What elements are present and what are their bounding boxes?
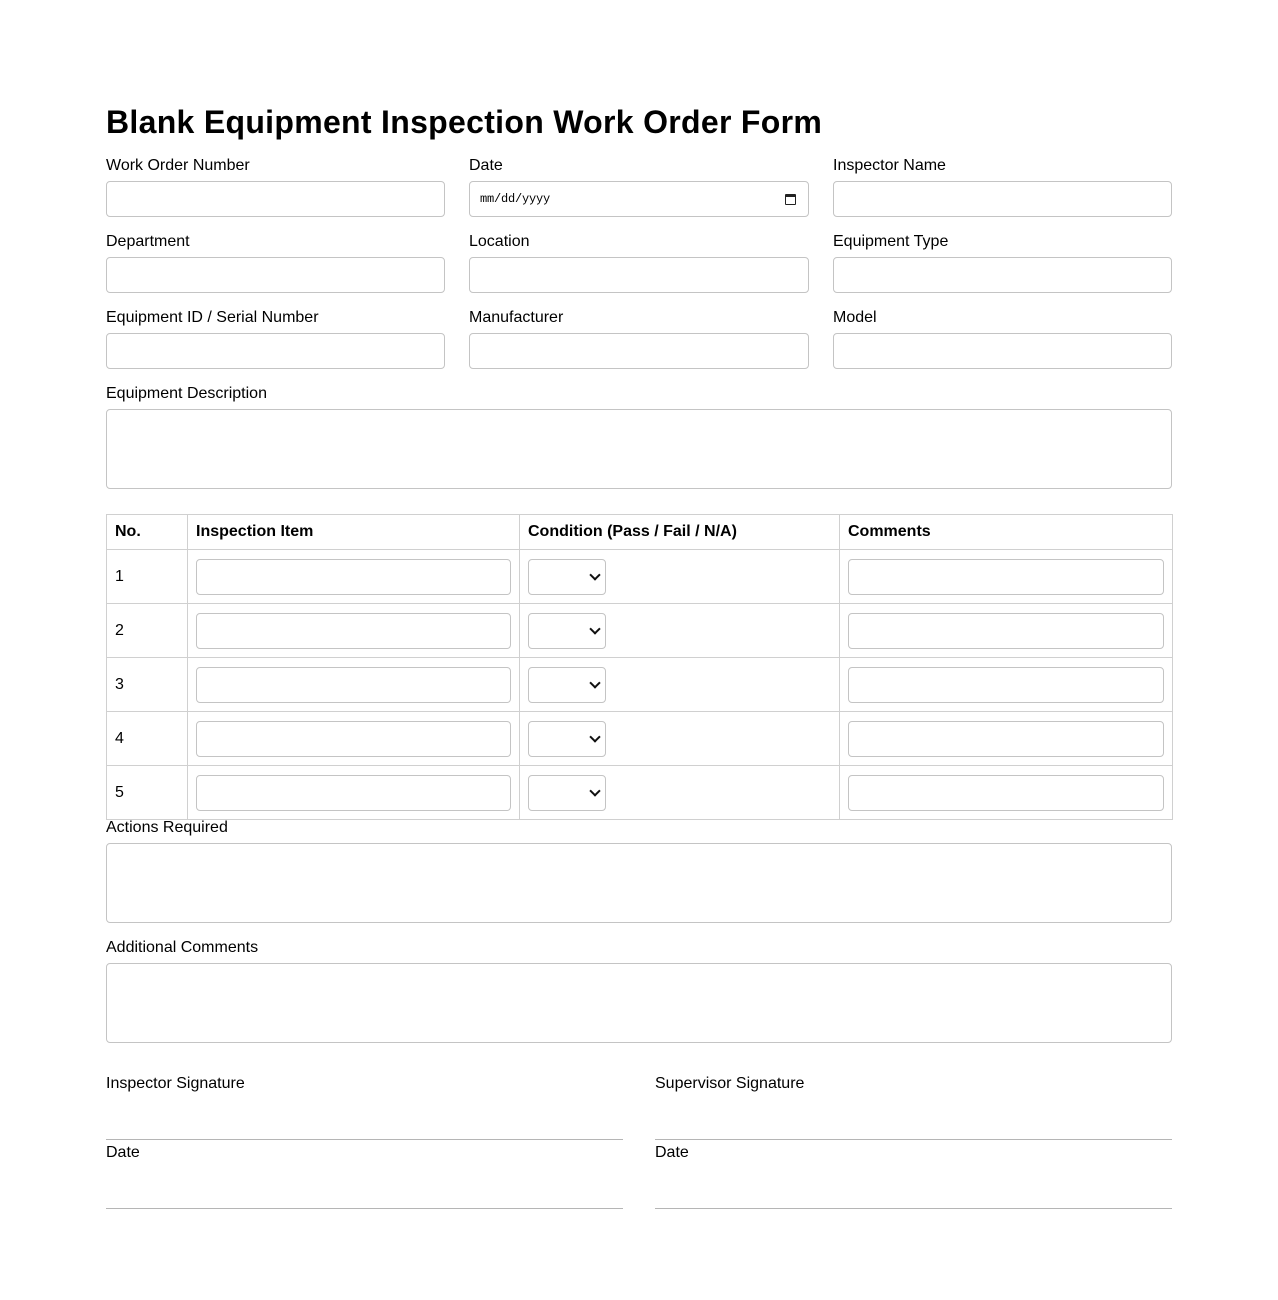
inspection-item-input[interactable] — [196, 559, 511, 595]
actions-required-textarea[interactable] — [106, 843, 1172, 923]
model-input[interactable] — [833, 333, 1172, 369]
supervisor-date-line[interactable] — [655, 1208, 1172, 1209]
row-number: 4 — [107, 712, 188, 766]
manufacturer-input[interactable] — [469, 333, 809, 369]
chevron-down-icon — [589, 731, 600, 742]
additional-comments-textarea[interactable] — [106, 963, 1172, 1043]
chevron-down-icon — [589, 677, 600, 688]
table-row — [107, 766, 1173, 820]
page-title: Blank Equipment Inspection Work Order Form — [106, 104, 823, 140]
header-condition: Condition (Pass / Fail / N/A) — [520, 515, 840, 550]
inspection-item-cell — [188, 550, 520, 604]
date-input[interactable] — [469, 181, 809, 217]
inspection-item-cell — [188, 766, 520, 820]
supervisor-signature-label: Supervisor Signature — [655, 1075, 805, 1092]
supervisor-date-label: Date — [655, 1144, 689, 1161]
condition-cell — [520, 550, 840, 604]
chevron-down-icon — [589, 785, 600, 796]
condition-select[interactable] — [528, 559, 606, 595]
condition-cell — [520, 766, 840, 820]
comments-cell — [840, 604, 1173, 658]
department-input[interactable] — [106, 257, 445, 293]
row-number: 2 — [107, 604, 188, 658]
chevron-down-icon — [589, 569, 600, 580]
row-number: 5 — [107, 766, 188, 820]
inspection-item-cell — [188, 604, 520, 658]
actions-required-label: Actions Required — [106, 819, 228, 836]
condition-select[interactable] — [528, 721, 606, 757]
inspection-item-input[interactable] — [196, 721, 511, 757]
additional-comments-label: Additional Comments — [106, 939, 259, 956]
table-header-row — [107, 515, 1173, 550]
inspection-table — [106, 514, 1173, 820]
date-label: Date — [469, 157, 503, 174]
comments-input[interactable] — [848, 613, 1164, 649]
comments-input[interactable] — [848, 559, 1164, 595]
inspection-item-cell — [188, 658, 520, 712]
row-number: 3 — [107, 658, 188, 712]
comments-cell — [840, 658, 1173, 712]
table-row — [107, 550, 1173, 604]
header-inspection-item: Inspection Item — [188, 515, 520, 550]
inspection-item-input[interactable] — [196, 613, 511, 649]
comments-input[interactable] — [848, 721, 1164, 757]
equipment-type-input[interactable] — [833, 257, 1172, 293]
comments-input[interactable] — [848, 667, 1164, 703]
inspector-signature-block — [106, 1075, 623, 1215]
inspector-signature-line[interactable] — [106, 1139, 623, 1140]
date-placeholder: mm/dd/yyyy — [480, 192, 551, 206]
chevron-down-icon — [589, 623, 600, 634]
inspector-name-label: Inspector Name — [833, 157, 946, 174]
equipment-description-label: Equipment Description — [106, 385, 267, 402]
condition-select[interactable] — [528, 775, 606, 811]
model-label: Model — [833, 309, 877, 326]
table-row — [107, 712, 1173, 766]
inspection-item-cell — [188, 712, 520, 766]
inspector-date-label: Date — [106, 1144, 140, 1161]
header-comments: Comments — [840, 515, 1173, 550]
comments-input[interactable] — [848, 775, 1164, 811]
calendar-icon[interactable] — [785, 194, 796, 205]
table-row — [107, 658, 1173, 712]
department-label: Department — [106, 233, 190, 250]
inspection-item-input[interactable] — [196, 775, 511, 811]
location-input[interactable] — [469, 257, 809, 293]
equipment-type-label: Equipment Type — [833, 233, 949, 250]
comments-cell — [840, 766, 1173, 820]
comments-cell — [840, 550, 1173, 604]
table-row — [107, 604, 1173, 658]
supervisor-signature-line[interactable] — [655, 1139, 1172, 1140]
inspection-item-input[interactable] — [196, 667, 511, 703]
work-order-number-label: Work Order Number — [106, 157, 250, 174]
equipment-id-label: Equipment ID / Serial Number — [106, 309, 319, 326]
condition-select[interactable] — [528, 613, 606, 649]
condition-cell — [520, 658, 840, 712]
work-order-number-input[interactable] — [106, 181, 445, 217]
comments-cell — [840, 712, 1173, 766]
equipment-id-input[interactable] — [106, 333, 445, 369]
inspector-date-line[interactable] — [106, 1208, 623, 1209]
condition-cell — [520, 604, 840, 658]
condition-cell — [520, 712, 840, 766]
manufacturer-label: Manufacturer — [469, 309, 564, 326]
location-label: Location — [469, 233, 530, 250]
inspector-name-input[interactable] — [833, 181, 1172, 217]
equipment-description-textarea[interactable] — [106, 409, 1172, 489]
supervisor-signature-block — [655, 1075, 1172, 1215]
row-number: 1 — [107, 550, 188, 604]
inspector-signature-label: Inspector Signature — [106, 1075, 245, 1092]
condition-select[interactable] — [528, 667, 606, 703]
header-no: No. — [107, 515, 188, 550]
